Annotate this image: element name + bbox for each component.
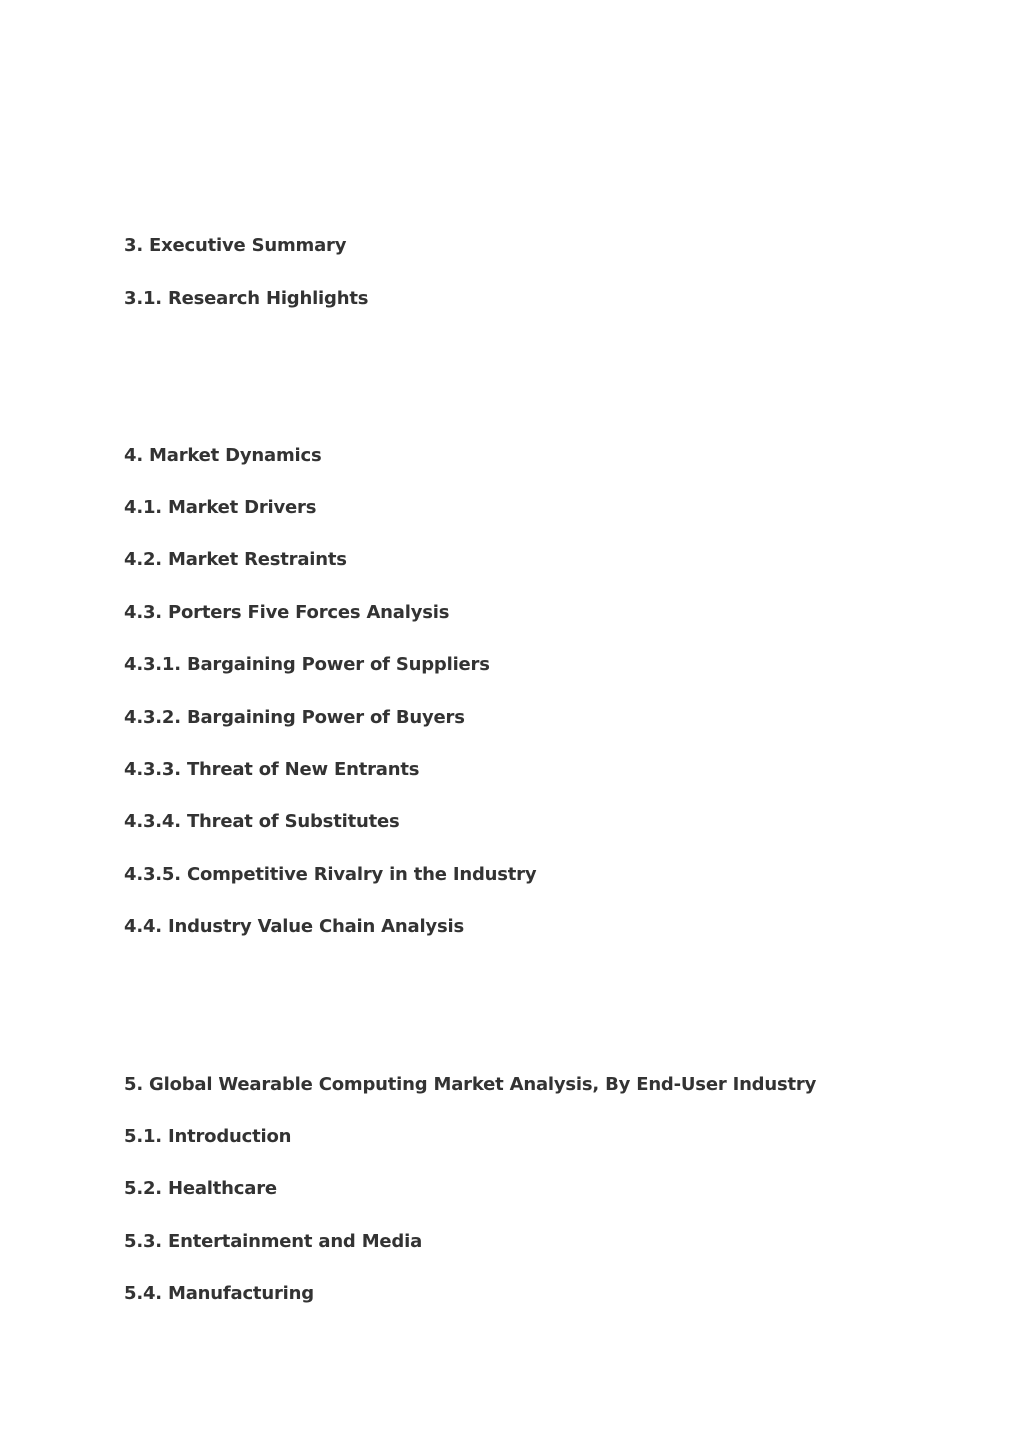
toc-item-porters-five-forces: 4.3. Porters Five Forces Analysis xyxy=(124,602,450,623)
toc-heading-end-user-industry: 5. Global Wearable Computing Market Analysis, By End-User Industry xyxy=(124,1074,817,1095)
toc-item-research-highlights: 3.1. Research Highlights xyxy=(124,288,369,309)
toc-item-entertainment-media: 5.3. Entertainment and Media xyxy=(124,1231,423,1252)
toc-heading-executive-summary: 3. Executive Summary xyxy=(124,235,347,256)
toc-item-threat-new-entrants: 4.3.3. Threat of New Entrants xyxy=(124,759,420,780)
toc-heading-market-dynamics: 4. Market Dynamics xyxy=(124,445,322,466)
toc-item-bargaining-power-buyers: 4.3.2. Bargaining Power of Buyers xyxy=(124,707,465,728)
toc-item-manufacturing: 5.4. Manufacturing xyxy=(124,1283,314,1304)
toc-item-threat-substitutes: 4.3.4. Threat of Substitutes xyxy=(124,811,400,832)
toc-item-market-drivers: 4.1. Market Drivers xyxy=(124,497,317,518)
toc-item-introduction: 5.1. Introduction xyxy=(124,1126,292,1147)
toc-item-value-chain-analysis: 4.4. Industry Value Chain Analysis xyxy=(124,916,464,937)
toc-item-healthcare: 5.2. Healthcare xyxy=(124,1178,277,1199)
toc-item-bargaining-power-suppliers: 4.3.1. Bargaining Power of Suppliers xyxy=(124,654,490,675)
toc-item-competitive-rivalry: 4.3.5. Competitive Rivalry in the Industry xyxy=(124,864,537,885)
toc-item-market-restraints: 4.2. Market Restraints xyxy=(124,549,347,570)
